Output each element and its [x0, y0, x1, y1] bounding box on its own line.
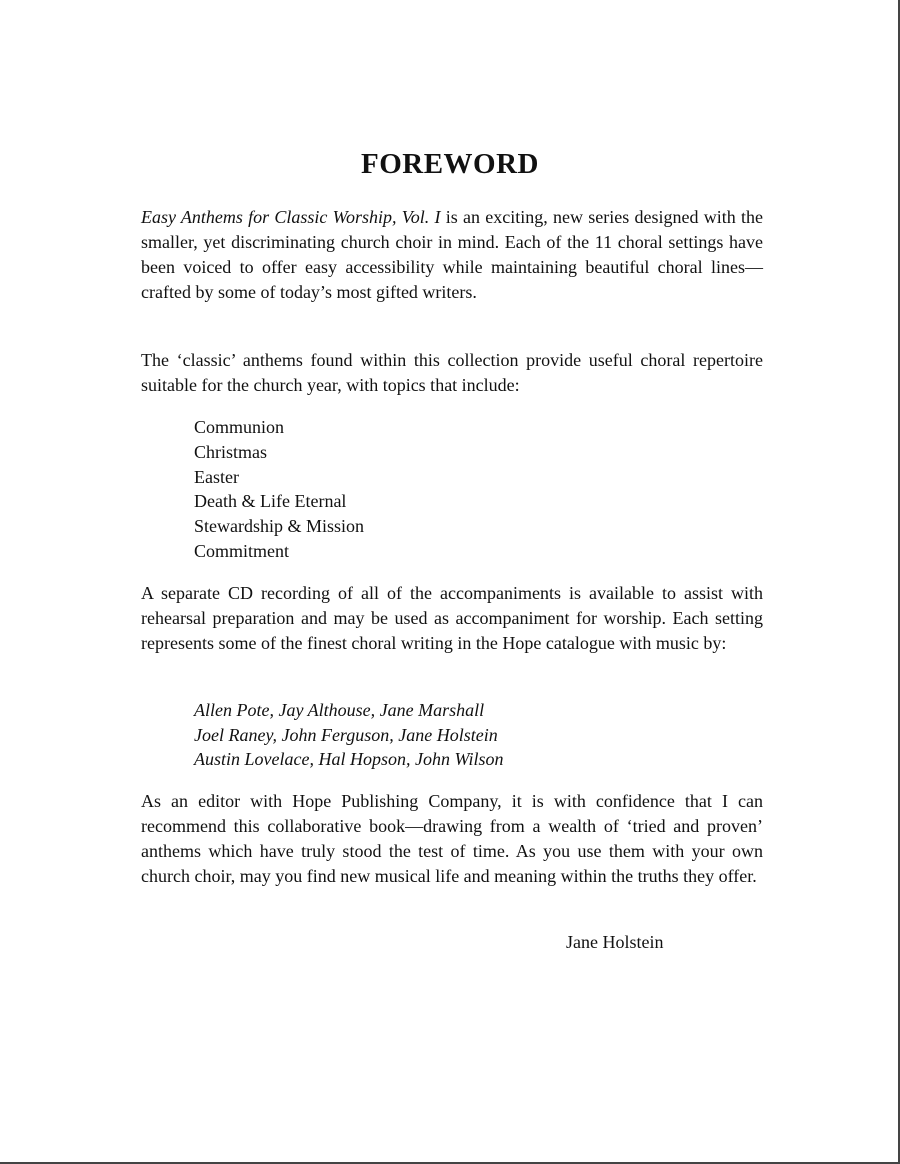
composer-line: Allen Pote, Jay Althouse, Jane Marshall [194, 700, 485, 720]
page-title: FOREWORD [361, 148, 539, 180]
book-title-italic: Easy Anthems for Classic Worship, Vol. I [141, 207, 441, 227]
topic-item: Easter [194, 466, 239, 487]
topics-list [194, 415, 364, 564]
composers-list [194, 698, 503, 772]
intro-paragraph [141, 205, 763, 305]
cd-recording-paragraph: A separate CD recording of all of the accompaniments is available to assist with rehearsal preparation and may be used as accompaniment for worship. Each setting represents some of the finest choral writing in the Hope catalogue with music by: [141, 583, 763, 653]
composer-line: Austin Lovelace, Hal Hopson, John Wilson [194, 749, 504, 769]
author-signature: Jane Holstein [566, 932, 664, 952]
topics-intro-paragraph: The ‘classic’ anthems found within this collection provide useful choral repertoire suitable for the church year, with topics that include: [141, 350, 763, 395]
editor-paragraph: As an editor with Hope Publishing Company, it is with confidence that I can recommend this collaborative book—drawing from a wealth of ‘tried and proven’ anthems which have truly stood the test of time. As you use them with your own church choir, may you find new musical life and meaning within the truths they offer. [141, 791, 763, 886]
topic-item: Communion [194, 417, 285, 437]
topic-item: Stewardship & Mission [194, 516, 365, 537]
topic-item: Commitment [194, 540, 290, 561]
topic-item: Death & Life Eternal [194, 491, 347, 512]
intro-paragraph-text: is an exciting, new series designed with the smaller, yet discriminating church choir in mind. Each of the 11 choral settings have been voiced to offer easy accessibility while maintaining beautiful choral lines—crafted by some of today’s most gifted writers. [141, 207, 763, 302]
composer-line: Joel Raney, John Ferguson, Jane Holstein [194, 724, 498, 745]
topic-item: Christmas [194, 441, 268, 462]
